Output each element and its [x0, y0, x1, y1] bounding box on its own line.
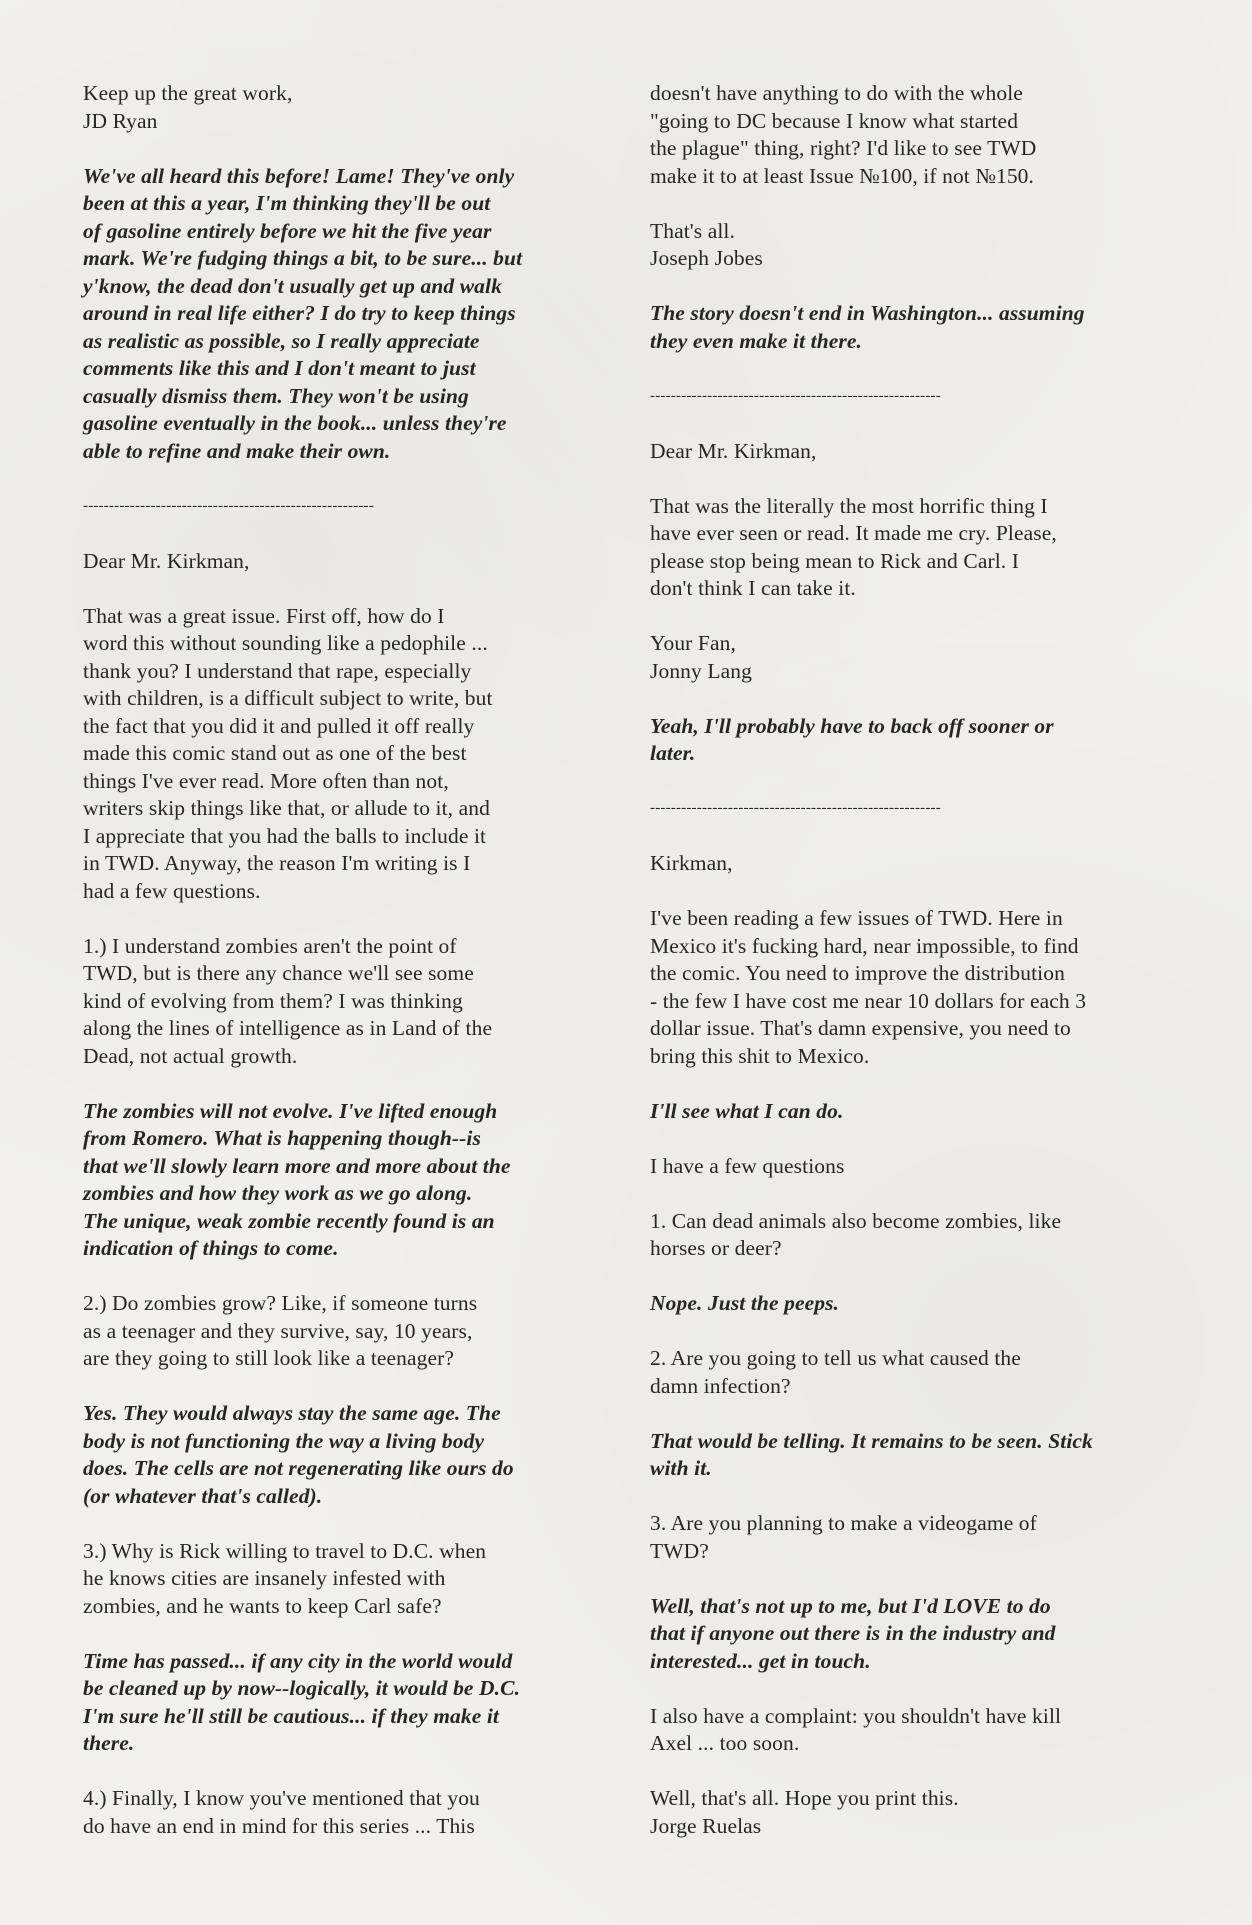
letter-question-2: 2. Are you going to tell us what caused the damn infection? — [650, 1346, 1021, 1398]
letter-complaint: I also have a complaint: you shouldn't have kill Axel ... too soon. — [650, 1703, 1062, 1755]
letter-body: I've been reading a few issues of TWD. Here in Mexico it's fucking hard, near impossible, to find the comic. You need to improve the distribution - the few I have cost me near 10 dollars for each 3 dollar issue. That's damn expensive, you need to bring this shit to Mexico. — [650, 906, 1087, 1068]
editor-reply: We've all heard this before! Lame! They've only been at this a year, I'm thinking they'll be out of gasoline entirely before we hit the five year mark. We're fudging things a bit, to be sure... but y'know, the dead don't usually get up and walk around in real life either? I do try to keep things as realistic as possible, so I really appreciate comments like this and I don't meant to just casually dismiss them. They won't be using gasoline eventually in the book... unless they're able to refine and make their own. — [83, 163, 523, 463]
letter-question-1: 1. Can dead animals also become zombies, like horses or deer? — [650, 1208, 1062, 1260]
letter-signoff-jonny-lang: Your Fan, Jonny Lang — [650, 631, 752, 683]
letter-question-1: 1.) I understand zombies aren't the point of TWD, but is there any chance we'll see some kind of evolving from them? I was thinking along the lines of intelligence as in Land of the Dead, not actual growth. — [83, 933, 493, 1068]
editor-reply: Nope. Just the peeps. — [650, 1291, 840, 1315]
editor-reply: That would be telling. It remains to be seen. Stick with it. — [650, 1428, 1093, 1480]
editor-reply: Yes. They would always stay the same age. The body is not functioning the way a living body does. The cells are not regenerating like ours do (or whatever that's called). — [83, 1401, 514, 1508]
right-column — [650, 80, 1170, 1868]
letter-salutation: Kirkman, — [650, 851, 733, 875]
letter-salutation: Dear Mr. Kirkman, — [650, 438, 817, 463]
editor-reply: Well, that's not up to me, but I'd LOVE to do that if anyone out there is in the industry and interested... get in touch. — [650, 1593, 1056, 1673]
editor-reply: Time has passed... if any city in the world would be cleaned up by now--logically, it would be D.C. I'm sure he'll still be cautious... if they make it there. — [83, 1648, 521, 1755]
letter-salutation: Dear Mr. Kirkman, — [83, 548, 250, 573]
left-column — [83, 80, 613, 1868]
letter-body-continued: doesn't have anything to do with the whole "going to DC because I know what started the plague" thing, right? I'd like to see TWD make it to at least Issue №100, if not №150. — [650, 81, 1037, 188]
letter-divider: -------------------------------------------------------- — [650, 387, 941, 404]
letter-signoff-joseph-jobes: That's all. Joseph Jobes — [650, 218, 763, 270]
letter-divider: -------------------------------------------------------- — [83, 497, 374, 514]
letter-question-3: 3.) Why is Rick willing to travel to D.C. when he knows cities are insanely infested with zombies, and he wants to keep Carl safe? — [83, 1538, 487, 1618]
letter-question-2: 2.) Do zombies grow? Like, if someone turns as a teenager and they survive, say, 10 years, are they going to still look like a teenager? — [83, 1291, 478, 1370]
letter-signoff-jorge-ruelas: Well, that's all. Hope you print this. Jorge Ruelas — [650, 1786, 959, 1838]
editor-reply: I'll see what I can do. — [650, 1098, 844, 1123]
letter-question-3: 3. Are you planning to make a videogame of TWD? — [650, 1511, 1037, 1563]
letter-question-4: 4.) Finally, I know you've mentioned that you do have an end in mind for this series ... This — [83, 1786, 480, 1838]
letter-body: That was a great issue. First off, how do I word this without sounding like a pedophile ... thank you? I understand that rape, especially with children, is a difficult subject to write, but the fact that you did it and pulled it off really made this comic stand out as one of the best things I've ever read. More often than not, writers skip things like that, or allude to it, and I appreciate that you had the balls to include it in TWD. Anyway, the reason I'm writing is I had a few questions. — [83, 603, 493, 903]
letter-signoff-jd-ryan: Keep up the great work, JD Ryan — [83, 81, 293, 133]
letter-body: I have a few questions — [650, 1153, 845, 1178]
editor-reply: The zombies will not evolve. I've lifted enough from Romero. What is happening though--is that we'll slowly learn more and more about the zombies and how they work as we go along. The unique, weak zombie recently found is an indication of things to come. — [83, 1098, 511, 1260]
editor-reply: Yeah, I'll probably have to back off sooner or later. — [650, 713, 1054, 765]
letter-divider: -------------------------------------------------------- — [650, 800, 941, 816]
letter-body: That was the literally the most horrific thing I have ever seen or read. It made me cry. Please, please stop being mean to Rick and Carl. I don't think I can take it. — [650, 493, 1057, 600]
editor-reply: The story doesn't end in Washington... assuming they even make it there. — [650, 301, 1085, 353]
